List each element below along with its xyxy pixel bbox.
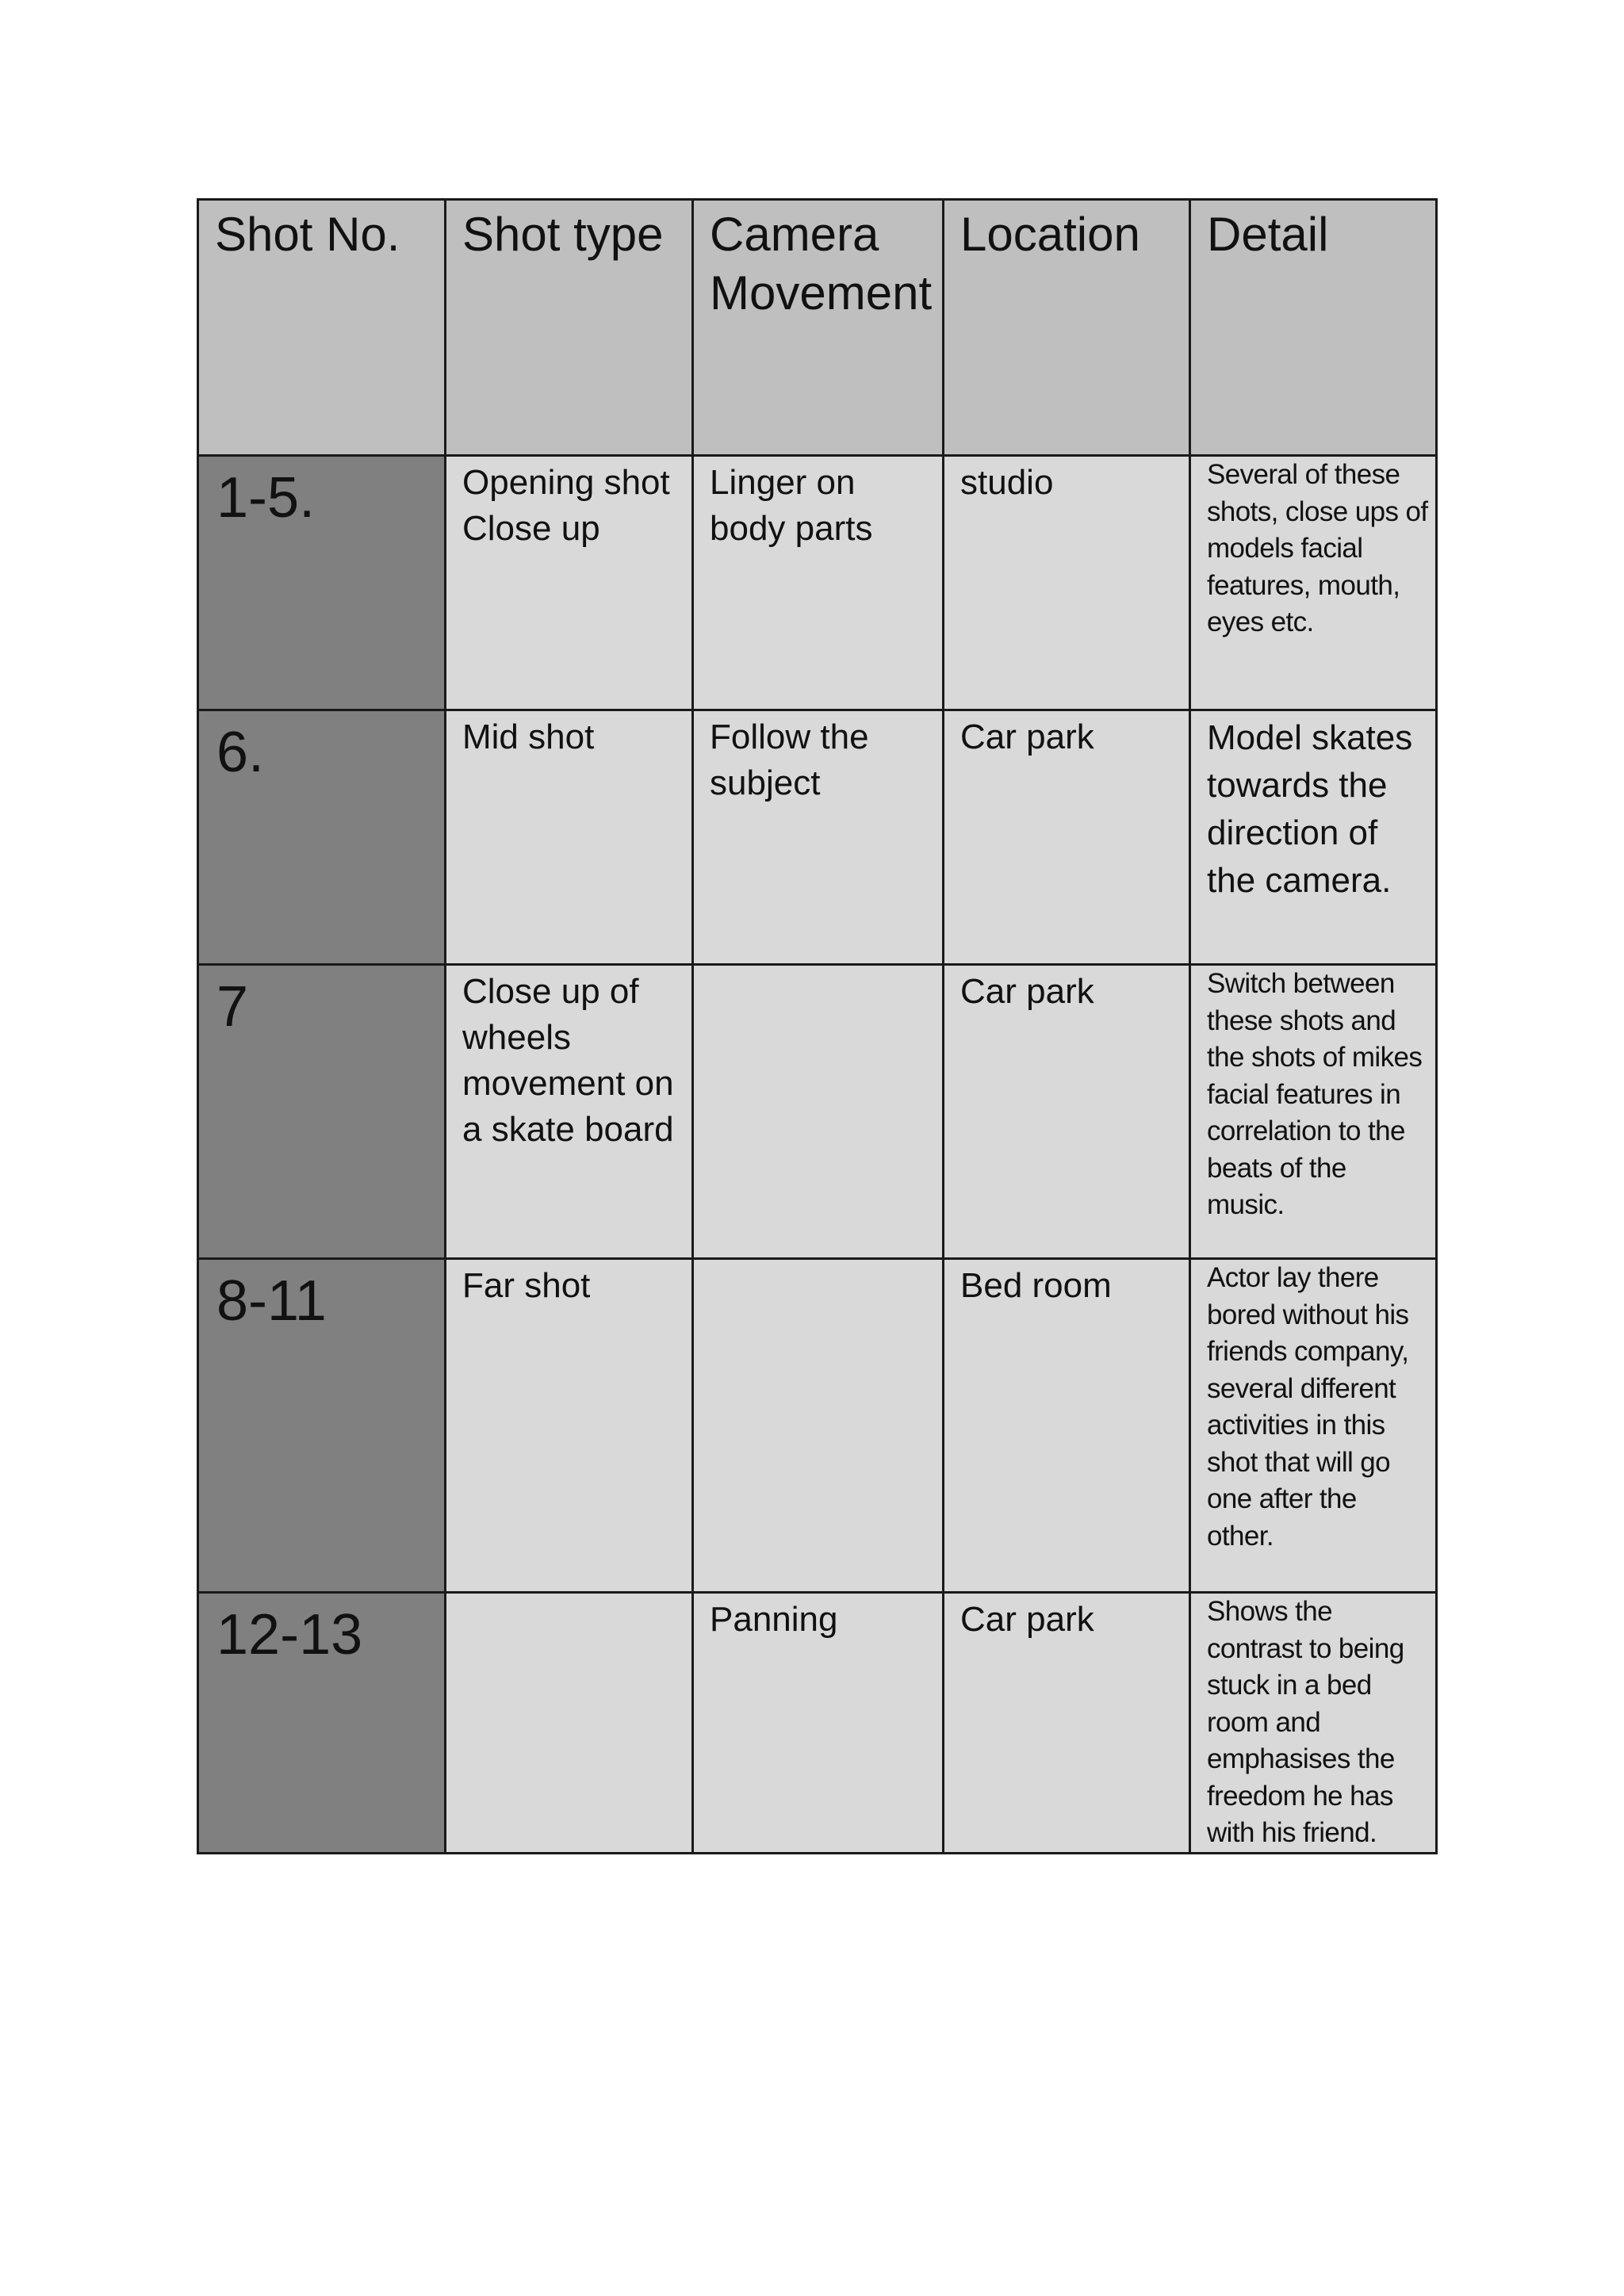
- shot-no-cell: 8-11: [198, 1259, 446, 1593]
- camera-movement-cell: Follow the subject: [693, 710, 944, 965]
- camera-movement-cell: Panning: [693, 1593, 944, 1854]
- header-shot-no: Shot No.: [198, 200, 446, 456]
- location-cell: Car park: [944, 710, 1190, 965]
- header-detail: Detail: [1190, 200, 1437, 456]
- header-shot-type: Shot type: [446, 200, 693, 456]
- detail-cell: Several of these shots, close ups of models facial features, mouth, eyes etc.: [1190, 456, 1437, 710]
- shot-no-cell: 12-13: [198, 1593, 446, 1854]
- header-row: [198, 200, 1437, 456]
- shot-type-cell: Far shot: [446, 1259, 693, 1593]
- header-camera-movement: Camera Movement: [693, 200, 944, 456]
- location-cell: studio: [944, 456, 1190, 710]
- header-location: Location: [944, 200, 1190, 456]
- location-cell: Bed room: [944, 1259, 1190, 1593]
- table-row: [198, 456, 1437, 710]
- detail-cell: Actor lay there bored without his friends company, several different activities in this shot that will go one after the other.: [1190, 1259, 1437, 1593]
- camera-movement-cell: [693, 965, 944, 1259]
- shot-type-cell: Close up of wheels movement on a skate board: [446, 965, 693, 1259]
- shot-no-cell: 7: [198, 965, 446, 1259]
- detail-cell: Shows the contrast to being stuck in a bed room and emphasises the freedom he has with his friend.: [1190, 1593, 1437, 1854]
- shot-list-page: [197, 198, 1435, 1854]
- detail-cell: Switch between these shots and the shots of mikes facial features in correlation to the beats of the music.: [1190, 965, 1437, 1259]
- shot-list-table: [197, 198, 1438, 1854]
- table-row: [198, 1593, 1437, 1854]
- shot-type-cell: Opening shot Close up: [446, 456, 693, 710]
- location-cell: Car park: [944, 1593, 1190, 1854]
- table-row: [198, 710, 1437, 965]
- shot-no-cell: 1-5.: [198, 456, 446, 710]
- location-cell: Car park: [944, 965, 1190, 1259]
- shot-no-cell: 6.: [198, 710, 446, 965]
- camera-movement-cell: Linger on body parts: [693, 456, 944, 710]
- table-row: [198, 965, 1437, 1259]
- shot-type-cell: [446, 1593, 693, 1854]
- shot-type-cell: Mid shot: [446, 710, 693, 965]
- camera-movement-cell: [693, 1259, 944, 1593]
- table-row: [198, 1259, 1437, 1593]
- detail-cell: Model skates towards the direction of the camera.: [1190, 710, 1437, 965]
